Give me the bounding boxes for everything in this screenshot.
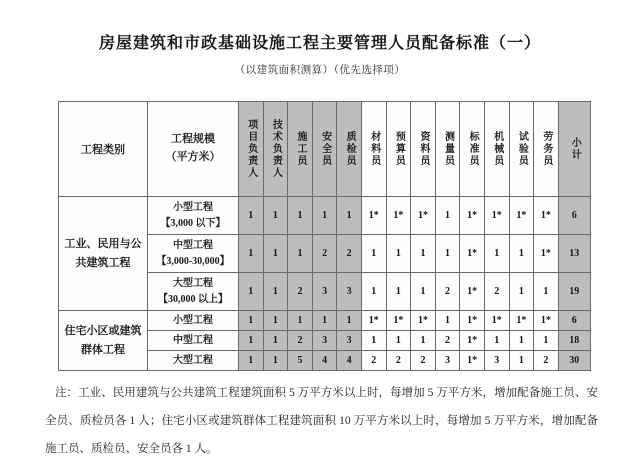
staff-count-cell: 1*: [411, 197, 436, 235]
staff-count-cell: 3: [337, 331, 362, 351]
staff-count-cell: 1*: [509, 197, 534, 235]
header-person-column: [484, 102, 509, 197]
staff-count-cell: 1: [239, 351, 264, 371]
header-person-column: [288, 102, 313, 197]
staff-count-cell: 1: [435, 197, 460, 235]
project-scale-name: 中型工程: [173, 240, 213, 251]
header-person-column-label: 质检员: [344, 131, 356, 167]
staff-count-cell: 1: [361, 331, 386, 351]
staff-count-cell: 2: [411, 351, 436, 371]
staff-count-cell: 1*: [484, 311, 509, 331]
project-scale-range: 【3,000 以下】: [160, 217, 226, 229]
staff-count-cell: 1: [411, 331, 436, 351]
project-scale-cell: [148, 197, 239, 235]
subtotal-cell: 6: [558, 197, 590, 235]
project-scale-name: 大型工程: [173, 354, 213, 366]
staff-count-cell: 1*: [460, 197, 485, 235]
staff-count-cell: 1: [288, 197, 313, 235]
staff-count-cell: 1: [509, 331, 534, 351]
staffing-standard-table: [58, 101, 591, 371]
staff-count-cell: 2: [337, 235, 362, 273]
staff-count-cell: 1: [484, 235, 509, 273]
staff-count-cell: 1*: [386, 197, 411, 235]
header-person-column-label: 安全员: [319, 131, 331, 167]
staff-count-cell: 1*: [534, 197, 559, 235]
staff-count-cell: 1: [239, 235, 264, 273]
project-scale-name: 小型工程: [173, 314, 213, 326]
staff-count-cell: 1*: [460, 311, 485, 331]
header-person-column-label: 标准员: [467, 131, 479, 167]
staff-count-cell: 3: [337, 273, 362, 311]
header-project-category: 工程类别: [59, 102, 148, 197]
project-category-cell: 住宅小区或建筑群体工程: [59, 311, 148, 371]
header-project-scale: [148, 102, 239, 197]
staff-count-cell: 3: [484, 351, 509, 371]
staff-count-cell: 1*: [460, 273, 485, 311]
project-scale-cell: [148, 235, 239, 273]
header-person-column-label: 预算员: [393, 131, 405, 167]
staff-count-cell: 1: [509, 351, 534, 371]
staff-count-cell: 1: [288, 311, 313, 331]
staff-count-cell: 1*: [361, 311, 386, 331]
staff-count-cell: 2: [386, 351, 411, 371]
staff-count-cell: 1: [263, 331, 288, 351]
table-header-row: [59, 102, 591, 197]
staff-count-cell: 1: [361, 273, 386, 311]
subtotal-cell: 19: [558, 273, 590, 311]
staff-count-cell: 2: [484, 273, 509, 311]
project-scale-range: 【3,000-30,000】: [156, 255, 230, 267]
staff-count-cell: 4: [312, 351, 337, 371]
staff-count-cell: 1: [411, 235, 436, 273]
project-scale-cell: [148, 331, 239, 351]
header-person-column-label: 技术负责人: [270, 119, 282, 179]
staff-count-cell: 1: [484, 331, 509, 351]
header-person-column-label: 资料员: [417, 131, 429, 167]
staff-count-cell: 1: [386, 273, 411, 311]
staff-count-cell: 1*: [386, 311, 411, 331]
staff-count-cell: 1: [435, 311, 460, 331]
staff-count-cell: 2: [288, 273, 313, 311]
staff-count-cell: 2: [288, 331, 313, 351]
header-person-column: [312, 102, 337, 197]
header-person-column: [460, 102, 485, 197]
staff-count-cell: 1*: [509, 311, 534, 331]
staff-count-cell: 1: [509, 273, 534, 311]
staff-count-cell: 2: [534, 351, 559, 371]
staff-count-cell: 1: [411, 273, 436, 311]
project-scale-cell: [148, 311, 239, 331]
header-subtotal: [558, 102, 590, 197]
staff-count-cell: 1*: [361, 197, 386, 235]
project-scale-name: 中型工程: [173, 334, 213, 346]
staff-count-cell: 1*: [460, 351, 485, 371]
staff-count-cell: 1*: [460, 331, 485, 351]
subtotal-cell: 18: [558, 331, 590, 351]
staff-count-cell: 1*: [460, 235, 485, 273]
staff-count-cell: 1: [534, 331, 559, 351]
staff-count-cell: 1: [337, 197, 362, 235]
header-person-column: [534, 102, 559, 197]
staff-count-cell: 1: [361, 235, 386, 273]
staff-count-cell: 1: [239, 331, 264, 351]
header-person-column-label: 机械员: [491, 131, 503, 167]
header-project-scale-line1: 工程规模: [171, 133, 215, 146]
header-person-column-label: 项目负责人: [245, 119, 257, 179]
project-scale-name: 小型工程: [173, 202, 213, 213]
staff-count-cell: 4: [337, 351, 362, 371]
project-scale-cell: [148, 273, 239, 311]
document-title: 房屋建筑和市政基础设施工程主要管理人员配备标准（一）: [98, 35, 541, 52]
header-person-column: [239, 102, 264, 197]
subtotal-cell: 13: [558, 235, 590, 273]
staff-count-cell: 1*: [534, 311, 559, 331]
header-person-column-label: 施工员: [294, 131, 306, 167]
staff-count-cell: 2: [361, 351, 386, 371]
staff-count-cell: 1: [263, 273, 288, 311]
staff-count-cell: 1: [263, 235, 288, 273]
document-subtitle: （以建筑面积测算）（优先选择项）: [234, 65, 406, 76]
header-person-column: [263, 102, 288, 197]
project-category-cell: 工业、民用与公共建筑工程: [59, 197, 148, 311]
staff-count-cell: 5: [288, 351, 313, 371]
staff-count-cell: 1: [386, 331, 411, 351]
staff-count-cell: 1: [534, 273, 559, 311]
project-scale-name: 大型工程: [173, 278, 213, 289]
staff-count-cell: 1: [263, 197, 288, 235]
staff-count-cell: 3: [435, 351, 460, 371]
header-subtotal-label: 小计: [569, 137, 581, 161]
staff-count-cell: 1: [239, 311, 264, 331]
staff-count-cell: 1: [239, 197, 264, 235]
staff-count-cell: 1*: [484, 197, 509, 235]
staff-count-cell: 1*: [534, 235, 559, 273]
staff-count-cell: 1: [288, 235, 313, 273]
staff-count-cell: 1: [312, 197, 337, 235]
staff-count-cell: 2: [435, 331, 460, 351]
staff-count-cell: 2: [435, 273, 460, 311]
header-person-column-label: 试验员: [516, 131, 528, 167]
header-person-column: [386, 102, 411, 197]
staff-count-cell: 1: [509, 235, 534, 273]
header-person-column: [509, 102, 534, 197]
table-row: [59, 197, 591, 235]
staff-count-cell: 1*: [411, 311, 436, 331]
header-person-column-label: 测量员: [442, 131, 454, 167]
table-row: [59, 311, 591, 331]
staff-count-cell: 2: [312, 235, 337, 273]
staff-count-cell: 1: [263, 351, 288, 371]
project-scale-cell: [148, 351, 239, 371]
header-person-column: [435, 102, 460, 197]
staff-count-cell: 1: [312, 311, 337, 331]
staff-count-cell: 1: [239, 273, 264, 311]
project-scale-range: 【30,000 以上】: [158, 293, 228, 305]
header-project-scale-line2: （平方米）: [165, 151, 221, 163]
header-person-column: [361, 102, 386, 197]
staff-count-cell: 3: [312, 273, 337, 311]
staff-count-cell: 1: [435, 235, 460, 273]
header-person-column-label: 材料员: [368, 131, 380, 167]
subtotal-cell: 6: [558, 311, 590, 331]
footnote: 注：工业、民用建筑与公共建筑工程建筑面积 5 万平方米以上时，每增加 5 万平方米，增加配备施工员、安全员、质检员各 1 人；住宅小区或建筑群体工程建筑面积 10 万平方米以上时，每增加 5 万平方米，增加配备施工员、质检员、安全员各 1 人。: [45, 387, 598, 455]
subtotal-cell: 30: [558, 351, 590, 371]
staff-count-cell: 1: [263, 311, 288, 331]
staff-count-cell: 1: [337, 311, 362, 331]
header-person-column: [337, 102, 362, 197]
staff-count-cell: 1: [386, 235, 411, 273]
header-person-column: [411, 102, 436, 197]
header-person-column-label: 劳务员: [540, 131, 552, 167]
staff-count-cell: 3: [312, 331, 337, 351]
